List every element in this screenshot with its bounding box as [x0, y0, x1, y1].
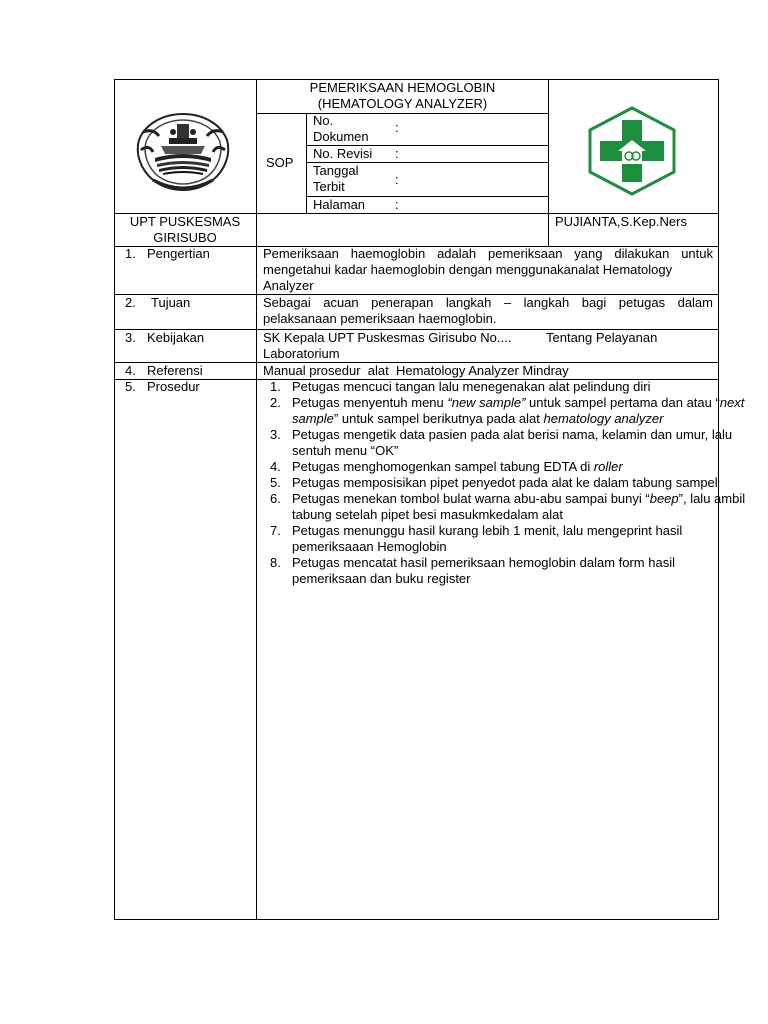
field-tanggal-value: : [395, 172, 399, 187]
field-no-revisi-label: No. Revisi [313, 146, 373, 161]
field-tanggal-label-2: Terbit [313, 179, 345, 194]
field-halaman-label: Halaman [313, 197, 366, 212]
section-label-pengertian: Pengertian [147, 246, 210, 261]
tujuan-line2: pelaksanaan pemeriksaan haemoglobin. [263, 311, 497, 326]
list-item: 4. Petugas menghomogenkan sampel tabung EDTA di roller [270, 459, 623, 474]
list-item: 6. Petugas menekan tombol bulat warna abu-abu sampai bunyi “beep”, lalu ambil tabung setelah pipet besi masukmkedalam alat [270, 491, 746, 522]
section-label-tujuan: Tujuan [151, 295, 191, 310]
regency-seal-icon [133, 110, 233, 192]
kebijakan-line1a: SK Kepala UPT Puskesmas Girisubo No.... [263, 330, 512, 345]
list-item: 7. Petugas menunggu hasil kurang lebih 1 menit, lalu mengeprint hasil pemeriksaaan Hemoglobin [270, 523, 683, 554]
field-no-dokumen-value: : [395, 120, 399, 135]
referensi-text: Manual prosedur alat Hematology Analyzer Mindray [263, 363, 569, 378]
sop-title-line1: PEMERIKSAAN HEMOGLOBIN [309, 80, 496, 95]
sop-label: SOP [266, 155, 294, 170]
list-item: 2. Petugas menyentuh menu “new sample” untuk sampel pertama dan atau “next sample” untuk sampel berikutnya pada alat hematology analyzer [270, 395, 745, 426]
org-name-line2: GIRISUBO [153, 230, 217, 245]
section-label-prosedur: Prosedur [147, 379, 200, 394]
pengertian-line2: mengetahui kadar haemoglobin dengan menggunakanalat Hematology [263, 262, 673, 277]
sop-label-divider [306, 113, 307, 214]
field-halaman-value: : [395, 197, 399, 212]
signatory-name: PUJIANTA,S.Kep.Ners [555, 214, 687, 229]
list-item: 5. Petugas memposisikan pipet penyedot pada alat ke dalam tabung sampel [270, 475, 718, 490]
prosedur-steps-list [262, 379, 747, 587]
puskesmas-cross-icon [586, 106, 678, 196]
field-no-dokumen-label-1: No. [313, 113, 334, 128]
kebijakan-line1b: Tentang Pelayanan [546, 330, 658, 345]
field-no-revisi-value: : [395, 146, 399, 161]
section-number-2: 2. [125, 295, 136, 310]
section-number-4: 4. [125, 363, 136, 378]
section-label-kebijakan: Kebijakan [147, 330, 205, 345]
sop-title-line2: (HEMATOLOGY ANALYZER) [317, 96, 488, 111]
pengertian-line3: Analyzer [263, 278, 314, 293]
tujuan-line1: Sebagai acuan penerapan langkah – langkah bagi petugas dalam [263, 295, 713, 310]
kebijakan-line2: Laboratorium [263, 346, 340, 361]
org-name-line1: UPT PUSKESMAS [129, 214, 241, 229]
section-number-5: 5. [125, 379, 136, 394]
field-no-dokumen-label-2: Dokumen [313, 129, 369, 144]
title-bottom-line [256, 113, 549, 114]
section-number-1: 1. [125, 246, 136, 261]
list-item: 1. Petugas mencuci tangan lalu menegenakan alat pelindung diri [270, 379, 651, 394]
pengertian-line1: Pemeriksaan haemoglobin adalah pemeriksaan yang dilakukan untuk [263, 246, 713, 261]
list-item: 8. Petugas mencatat hasil pemeriksaan hemoglobin dalam form hasil pemeriksaan dan buku register [270, 555, 675, 586]
field-tanggal-label-1: Tanggal [313, 163, 359, 178]
left-column-divider [256, 79, 257, 920]
section-number-3: 3. [125, 330, 136, 345]
section-label-referensi: Referensi [147, 363, 203, 378]
list-item: 3. Petugas mengetik data pasien pada alat berisi nama, kelamin dan umur, lalu sentuh menu “OK” [270, 427, 733, 458]
